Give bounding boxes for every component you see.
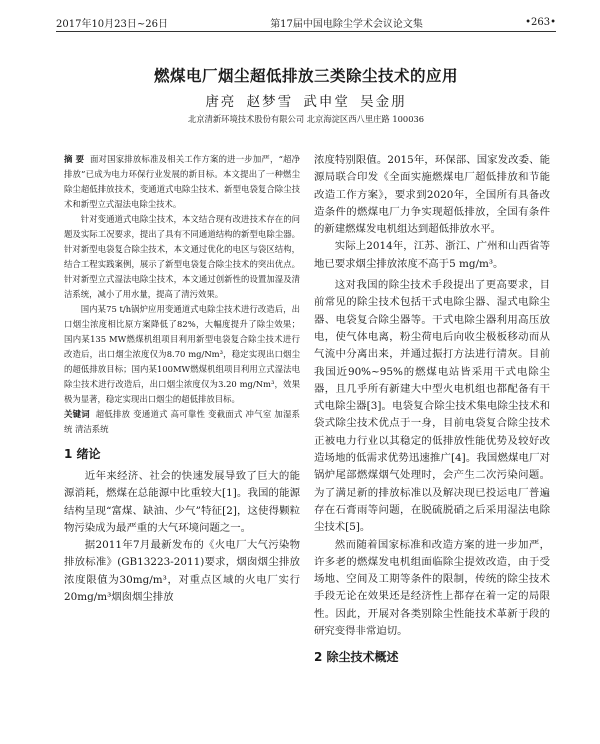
abstract-label: 摘 要 <box>64 154 85 164</box>
header-page-number: •263• <box>525 16 556 28</box>
right-column-body <box>314 152 550 640</box>
abstract-paragraph-2: 针对变通道式电除尘技术，本文结合现有改进技术存在的问题及实际工况要求，提出了具有不同通道结构的新型电除尘器。针对新型电袋复合除尘技术，本文通过优化的电区与袋区结构，结合工程实践案例，展示了新型电袋复合除尘技术的突出优点。针对新型立式湿法电除尘技术，本文通过创新性的设置加湿及清洁系统，减小了用水量，提高了清污效果。 <box>64 214 300 299</box>
abstract-paragraph-1: 摘 要 面对国家排放标准及相关工作方案的进一步加严，“超净排放”已成为电力环保行业发展的新目标。本文提出了一种燃尘除尘超低排放技术，变通道式电除尘技术、新型电袋复合除尘技术和新型立式湿法电除尘技术。 <box>64 154 300 209</box>
right-paragraph-3: 这对我国的除尘技术手段提出了更高要求，目前常见的除尘技术包括干式电除尘器、湿式电除尘器、电袋复合除尘器等。干式电除尘器利用高压放电，使气体电离，粉尘荷电后向收尘极板移动而从气流中分离出来，并通过振打方法进行清灰。目前我国近90%~95%的燃煤电站皆采用干式电除尘器，且几乎所有新建大中型火电机组也都配备有干式电除尘器[3]。电袋复合除尘技术集电除尘技术和袋式除尘技术优点于一身，目前电袋复合除尘技术正被电力行业以其稳定的低排放性能优势及较好改造场地的低需求优势迅速推广[4]。我国燃煤电厂对锅炉尾部燃煤烟气处理时，会产生二次污染问题。为了满足新的排放标准以及解决现已投运电厂普遍存在石膏雨等问题，在脱硫脱硝之后采用湿法电除尘技术[5]。 <box>314 279 550 534</box>
section-2-heading: 2 除尘技术概述 <box>314 650 399 665</box>
left-column <box>64 152 300 606</box>
right-paragraph-4: 然而随着国家标准和改造方案的进一步加严，许多老的燃煤发电机组面临除尘提效改造，由于受场地、空间及工期等条件的限制，传统的除尘技术手段无论在效果还是经济性上都存在着一定的局限性。因此，开展对各类别除尘性能技术革新于段的研究变得非常迫切。 <box>314 538 550 638</box>
header-proceedings: 第17届中国电除尘学术会议论文集 <box>270 18 423 30</box>
section-1-paragraph-1: 近年来经济、社会的快速发展导致了巨大的能源消耗，燃煤在总能源中比重较大[1]。我国的能源结构呈现“富煤、缺油、少气”特征[2]，这使得颗粒物污染成为最严重的大气环境问题之一。 <box>64 470 300 534</box>
running-header <box>56 14 556 30</box>
header-rule <box>56 31 556 32</box>
section-1-heading: 1 绪论 <box>64 447 101 461</box>
authors: 唐亮 赵梦雪 武申堂 吴金朋 <box>205 94 407 110</box>
affiliation: 北京清新环境技术股份有限公司 北京海淀区西八里庄路 100036 <box>187 114 425 124</box>
header-date: 2017年10月23日~26日 <box>56 18 169 30</box>
abstract-paragraph-3: 国内某75 t/h锅炉应用变通道式电除尘技术进行改造后，出口烟尘浓度相比原方案降低了82%，大幅度提升了除尘效果；国内某135 MW燃煤机组项目利用新型电袋复合除尘技术进行改造后，出口烟尘浓度仅为8.70 mg/Nm³，稳定实现出口烟尘的超低排放目标；国内某100MW燃煤机组项目利用立式湿法电除尘技术进行改造后，出口烟尘浓度仅为3.20 mg/Nm³，效果极为显著，稳定实现出口烟尘的超低排放目标。 <box>64 304 300 404</box>
section-1-body <box>64 468 300 606</box>
right-paragraph-1: 浓度特别限值。2015年，环保部、国家发改委、能源局联合印发《全面实施燃煤电厂超低排放和节能改造工作方案》，要求到2020年，全国所有具备改造条件的燃煤电厂力争实现超低排放，全国有条件的新建燃煤发电机组达到超低排放水平。 <box>314 154 550 236</box>
keywords: 关键词 超低排放 变通道式 高可靠性 变截面式 冲气室 加湿系统 清洁系统 <box>64 409 301 434</box>
right-column <box>314 152 550 671</box>
keywords-label: 关键词 <box>64 409 90 419</box>
abstract <box>64 152 300 437</box>
paper-title: 燃煤电厂烟尘超低排放三类除尘技术的应用 <box>153 67 458 85</box>
right-paragraph-2: 实际上2014年，江苏、浙江、广州和山西省等地已要求烟尘排放浓度不高于5 mg/m³。 <box>314 240 550 270</box>
section-1-paragraph-2: 据2011年7月最新发布的《火电厂大气污染物排放标准》(GB13223-2011)要求，烟囱烟尘排放浓度限值为30mg/m³，对重点区域的火电厂实行20mg/m³烟囱烟尘排放 <box>64 539 300 604</box>
